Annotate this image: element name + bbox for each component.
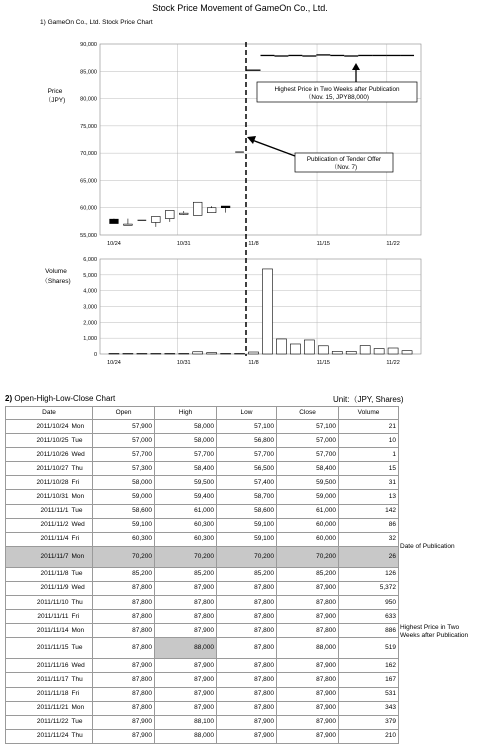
- cell-high: 87,900: [155, 701, 217, 715]
- cell-volume: 31: [339, 476, 399, 490]
- cell-day: Tue: [71, 567, 93, 581]
- table-row: [6, 659, 399, 673]
- highest-price-note-2: Weeks after Publication: [400, 632, 469, 639]
- cell-low: 87,800: [217, 581, 277, 595]
- cell-high: 87,900: [155, 581, 217, 595]
- cell-close: 59,000: [277, 490, 339, 504]
- cell-day: Wed: [71, 659, 93, 673]
- cell-low: 87,800: [217, 673, 277, 687]
- cell-low: 87,900: [217, 729, 277, 743]
- cell-open: 87,800: [93, 624, 155, 638]
- volume-bar-10-25: [123, 354, 133, 355]
- cell-low: 59,100: [217, 532, 277, 546]
- highest-price-annotation: [257, 63, 417, 102]
- candle-11-4: [221, 206, 230, 213]
- volume-bar-11-1: [193, 352, 203, 354]
- table-row: [6, 715, 399, 729]
- column-header-date: Date: [6, 407, 93, 420]
- cell-open: 60,300: [93, 532, 155, 546]
- cell-volume: 13: [339, 490, 399, 504]
- cell-open: 87,800: [93, 610, 155, 624]
- cell-day: Tue: [71, 434, 93, 448]
- cell-low: 70,200: [217, 546, 277, 567]
- volume-ylabel-line1: Volume: [45, 268, 67, 275]
- cell-close: 87,900: [277, 659, 339, 673]
- table-row: [6, 490, 399, 504]
- table-row: [6, 673, 399, 687]
- table-row: [6, 581, 399, 595]
- cell-close: 85,200: [277, 567, 339, 581]
- highest-price-note-1: Highest Price in Two: [400, 624, 460, 631]
- cell-open: 85,200: [93, 567, 155, 581]
- cell-volume: 886: [339, 624, 399, 638]
- cell-low: 87,800: [217, 596, 277, 610]
- table-row: [6, 476, 399, 490]
- cell-open: 87,900: [93, 729, 155, 743]
- volume-bar-11-15: [318, 346, 328, 354]
- table-row: [6, 434, 399, 448]
- cell-date: 2011/11/1: [6, 504, 71, 518]
- cell-date: 2011/10/25: [6, 434, 71, 448]
- cell-volume: 950: [339, 596, 399, 610]
- volume-ylabel-line2: （Shares): [41, 278, 71, 285]
- price-xtick-label: 11/8: [248, 241, 259, 247]
- table-row: [6, 567, 399, 581]
- cell-high: 87,800: [155, 610, 217, 624]
- cell-volume: 633: [339, 610, 399, 624]
- cell-day: Wed: [71, 448, 93, 462]
- table-row: [6, 701, 399, 715]
- page-title: Stock Price Movement of GameOn Co., Ltd.: [152, 3, 328, 13]
- cell-volume: 21: [339, 420, 399, 434]
- cell-high: 87,800: [155, 596, 217, 610]
- cell-low: 87,800: [217, 638, 277, 659]
- candle-10-24: [110, 219, 119, 224]
- volume-xtick-label: 10/31: [176, 360, 191, 366]
- cell-date: 2011/11/9: [6, 581, 71, 595]
- highest-price-arrowhead: [352, 63, 360, 70]
- volume-bar-11-18: [360, 346, 370, 354]
- cell-date: 2011/11/11: [6, 610, 71, 624]
- volume-chart: [41, 257, 421, 366]
- volume-ytick-label: 2,000: [83, 320, 97, 327]
- cell-open: 57,900: [93, 420, 155, 434]
- volume-ytick-label: 3,000: [83, 304, 97, 311]
- volume-xtick-label: 11/22: [386, 360, 400, 366]
- cell-close: 87,800: [277, 673, 339, 687]
- highest-price-text-1: Highest Price in Two Weeks after Publication: [274, 86, 400, 93]
- cell-volume: 531: [339, 687, 399, 701]
- volume-bar-11-11: [290, 344, 300, 354]
- cell-day: Thu: [71, 729, 93, 743]
- cell-high: 57,700: [155, 448, 217, 462]
- volume-ytick-label: 6,000: [83, 257, 97, 263]
- volume-bar-11-8: [248, 352, 258, 354]
- cell-high: 87,900: [155, 659, 217, 673]
- cell-open: 87,900: [93, 715, 155, 729]
- column-header-close: Close: [277, 407, 339, 420]
- cell-date: 2011/11/14: [6, 624, 71, 638]
- table-row: [6, 624, 399, 638]
- table-header-row: [6, 407, 399, 420]
- cell-close: 88,000: [277, 638, 339, 659]
- cell-day: Thu: [71, 673, 93, 687]
- cell-volume: 379: [339, 715, 399, 729]
- cell-volume: 86: [339, 518, 399, 532]
- volume-bar-11-22: [388, 348, 398, 354]
- cell-close: 57,700: [277, 448, 339, 462]
- cell-open: 59,100: [93, 518, 155, 532]
- cell-date: 2011/10/28: [6, 476, 71, 490]
- volume-bar-10-26: [137, 354, 147, 355]
- volume-xtick-label: 11/8: [248, 360, 259, 366]
- cell-close: 60,000: [277, 532, 339, 546]
- cell-low: 58,700: [217, 490, 277, 504]
- table-row: [6, 729, 399, 743]
- cell-low: 58,600: [217, 504, 277, 518]
- candle-body: [193, 202, 202, 215]
- cell-high: 58,400: [155, 462, 217, 476]
- candle-10-27: [151, 216, 160, 226]
- table-row: [6, 504, 399, 518]
- unit-label: Unit:（JPY, Shares): [333, 395, 404, 404]
- cell-date: 2011/10/27: [6, 462, 71, 476]
- volume-bar-11-4: [221, 353, 231, 354]
- cell-volume: 1: [339, 448, 399, 462]
- cell-date: 2011/10/26: [6, 448, 71, 462]
- cell-date: 2011/11/8: [6, 567, 71, 581]
- table-row: [6, 448, 399, 462]
- cell-close: 59,500: [277, 476, 339, 490]
- volume-bar-11-24: [402, 351, 412, 354]
- price-chart: [45, 42, 421, 247]
- volume-bar-10-24: [109, 354, 119, 355]
- volume-bar-11-14: [304, 340, 314, 354]
- price-ytick-label: 90,000: [80, 42, 97, 48]
- cell-open: 58,000: [93, 476, 155, 490]
- cell-volume: 210: [339, 729, 399, 743]
- cell-day: Fri: [71, 610, 93, 624]
- cell-volume: 126: [339, 567, 399, 581]
- volume-xtick-label: 10/24: [107, 360, 121, 366]
- volume-bar-10-27: [151, 354, 161, 355]
- volume-bar-10-31: [179, 354, 189, 355]
- price-ytick-label: 70,000: [80, 151, 97, 158]
- candle-body: [151, 216, 160, 222]
- tender-offer-text-2: （Nov. 7): [330, 164, 358, 171]
- cell-volume: 142: [339, 504, 399, 518]
- cell-high: 87,900: [155, 687, 217, 701]
- candle-body: [207, 208, 216, 213]
- cell-volume: 32: [339, 532, 399, 546]
- cell-high: 87,900: [155, 624, 217, 638]
- cell-open: 87,900: [93, 659, 155, 673]
- cell-date: 2011/11/2: [6, 518, 71, 532]
- cell-open: 87,800: [93, 673, 155, 687]
- price-xtick-label: 11/22: [386, 241, 400, 247]
- price-ytick-label: 55,000: [80, 233, 97, 239]
- cell-date: 2011/10/24: [6, 420, 71, 434]
- cell-close: 87,800: [277, 596, 339, 610]
- candle-11-1: [193, 202, 202, 215]
- volume-bar-11-21: [374, 349, 384, 354]
- table-row: [6, 518, 399, 532]
- cell-low: 56,500: [217, 462, 277, 476]
- tender-offer-text-1: Publication of Tender Offer: [306, 156, 382, 163]
- cell-day: Thu: [71, 462, 93, 476]
- cell-volume: 343: [339, 701, 399, 715]
- cell-day: Mon: [71, 701, 93, 715]
- cell-day: Thu: [71, 596, 93, 610]
- cell-volume: 162: [339, 659, 399, 673]
- ohlc-table-title-text: Open-High-Low-Close Chart: [12, 394, 116, 403]
- volume-bar-11-2: [207, 353, 217, 354]
- cell-open: 87,800: [93, 687, 155, 701]
- cell-close: 70,200: [277, 546, 339, 567]
- cell-volume: 26: [339, 546, 399, 567]
- cell-low: 87,800: [217, 610, 277, 624]
- volume-ytick-label: 1,000: [83, 336, 97, 343]
- cell-close: 87,900: [277, 610, 339, 624]
- ohlc-table: [5, 406, 399, 744]
- cell-day: Fri: [71, 476, 93, 490]
- cell-high: 61,000: [155, 504, 217, 518]
- cell-open: 87,800: [93, 596, 155, 610]
- cell-day: Tue: [71, 504, 93, 518]
- cell-low: 57,400: [217, 476, 277, 490]
- price-ytick-label: 85,000: [80, 69, 97, 76]
- cell-high: 60,300: [155, 518, 217, 532]
- cell-high: 60,300: [155, 532, 217, 546]
- candle-body: [179, 213, 188, 214]
- cell-high: 70,200: [155, 546, 217, 567]
- cell-low: 87,800: [217, 701, 277, 715]
- tender-offer-arrowhead: [247, 136, 256, 144]
- table-row: [6, 687, 399, 701]
- cell-close: 87,800: [277, 624, 339, 638]
- cell-close: 57,100: [277, 420, 339, 434]
- cell-low: 85,200: [217, 567, 277, 581]
- cell-day: Fri: [71, 532, 93, 546]
- price-plot-frame: [100, 44, 421, 235]
- table-row: [6, 462, 399, 476]
- cell-day: Mon: [71, 624, 93, 638]
- cell-date: 2011/11/4: [6, 532, 71, 546]
- candle-body: [221, 206, 230, 208]
- tender-offer-arrow: [252, 140, 295, 156]
- candle-10-31: [179, 211, 188, 215]
- cell-high: 58,000: [155, 434, 217, 448]
- column-header-volume: Volume: [339, 407, 399, 420]
- cell-close: 60,000: [277, 518, 339, 532]
- cell-date: 2011/11/17: [6, 673, 71, 687]
- cell-close: 87,900: [277, 701, 339, 715]
- price-ytick-label: 80,000: [80, 96, 97, 103]
- cell-low: 87,900: [217, 715, 277, 729]
- cell-day: Tue: [71, 715, 93, 729]
- cell-low: 87,800: [217, 687, 277, 701]
- tender-offer-annotation: [247, 136, 393, 172]
- column-header-open: Open: [93, 407, 155, 420]
- cell-day: Mon: [71, 490, 93, 504]
- cell-low: 87,800: [217, 624, 277, 638]
- ohlc-table-number: 2): [5, 394, 13, 403]
- cell-high: 88,000: [155, 729, 217, 743]
- cell-close: 87,900: [277, 581, 339, 595]
- cell-low: 59,100: [217, 518, 277, 532]
- cell-open: 70,200: [93, 546, 155, 567]
- cell-high: 85,200: [155, 567, 217, 581]
- cell-date: 2011/11/15: [6, 638, 71, 659]
- cell-day: Tue: [71, 638, 93, 659]
- cell-day: Mon: [71, 420, 93, 434]
- cell-high: 59,500: [155, 476, 217, 490]
- cell-volume: 15: [339, 462, 399, 476]
- ohlc-table-title: [5, 394, 115, 403]
- cell-high: 88,100: [155, 715, 217, 729]
- volume-bar-11-9: [262, 269, 272, 354]
- cell-open: 59,000: [93, 490, 155, 504]
- candle-body: [124, 224, 133, 225]
- cell-close: 87,900: [277, 729, 339, 743]
- price-ytick-label: 65,000: [80, 178, 97, 185]
- cell-date: 2011/11/10: [6, 596, 71, 610]
- cell-low: 57,100: [217, 420, 277, 434]
- candle-11-2: [207, 206, 216, 213]
- cell-low: 56,800: [217, 434, 277, 448]
- cell-date: 2011/11/22: [6, 715, 71, 729]
- volume-bar-10-28: [165, 354, 175, 355]
- cell-volume: 167: [339, 673, 399, 687]
- price-xtick-label: 10/24: [107, 241, 121, 247]
- volume-bar-11-7: [235, 354, 245, 355]
- table-row: [6, 610, 399, 624]
- publication-note: Date of Publication: [400, 543, 455, 550]
- cell-day: Wed: [71, 581, 93, 595]
- table-row: [6, 596, 399, 610]
- cell-high: 87,900: [155, 673, 217, 687]
- cell-open: 57,700: [93, 448, 155, 462]
- cell-open: 87,800: [93, 581, 155, 595]
- cell-close: 58,400: [277, 462, 339, 476]
- cell-high: 58,000: [155, 420, 217, 434]
- cell-open: 57,300: [93, 462, 155, 476]
- cell-close: 57,000: [277, 434, 339, 448]
- table-row: [6, 638, 399, 659]
- cell-low: 57,700: [217, 448, 277, 462]
- cell-volume: 10: [339, 434, 399, 448]
- candle-10-25: [124, 219, 133, 226]
- cell-date: 2011/10/31: [6, 490, 71, 504]
- candle-body: [110, 219, 119, 223]
- cell-day: Fri: [71, 687, 93, 701]
- price-xtick-label: 10/31: [176, 241, 191, 247]
- table-row: [6, 546, 399, 567]
- price-xtick-label: 11/15: [316, 241, 330, 247]
- volume-ytick-label: 5,000: [83, 272, 97, 279]
- cell-volume: 5,372: [339, 581, 399, 595]
- column-header-low: Low: [217, 407, 277, 420]
- price-ytick-label: 75,000: [80, 123, 97, 130]
- volume-ytick-label: 0: [93, 352, 97, 358]
- column-header-high: High: [155, 407, 217, 420]
- cell-date: 2011/11/16: [6, 659, 71, 673]
- cell-close: 61,000: [277, 504, 339, 518]
- price-ylabel-line1: Price: [47, 88, 63, 95]
- cell-volume: 519: [339, 638, 399, 659]
- volume-ytick-label: 4,000: [83, 288, 97, 295]
- volume-bar-11-17: [346, 351, 356, 354]
- candle-body: [165, 210, 174, 218]
- price-ytick-label: 60,000: [80, 205, 97, 212]
- highest-price-text-2: （Nov. 15, JPY88,000): [305, 94, 369, 101]
- cell-date: 2011/11/24: [6, 729, 71, 743]
- cell-low: 87,800: [217, 659, 277, 673]
- cell-open: 87,800: [93, 638, 155, 659]
- cell-high: 59,400: [155, 490, 217, 504]
- cell-close: 87,900: [277, 687, 339, 701]
- price-ylabel-line2: （JPY): [44, 97, 66, 104]
- cell-date: 2011/11/21: [6, 701, 71, 715]
- cell-open: 57,000: [93, 434, 155, 448]
- candle-10-28: [165, 210, 174, 221]
- price-chart-title: 1) GameOn Co., Ltd. Stock Price Chart: [40, 19, 153, 26]
- table-row: [6, 532, 399, 546]
- cell-day: Mon: [71, 546, 93, 567]
- table-row: [6, 420, 399, 434]
- cell-date: 2011/11/18: [6, 687, 71, 701]
- cell-day: Wed: [71, 518, 93, 532]
- cell-close: 87,900: [277, 715, 339, 729]
- volume-xtick-label: 11/15: [316, 360, 330, 366]
- cell-high: 88,000: [155, 638, 217, 659]
- cell-open: 58,600: [93, 504, 155, 518]
- volume-bar-11-16: [332, 351, 342, 354]
- cell-open: 87,800: [93, 701, 155, 715]
- cell-date: 2011/11/7: [6, 546, 71, 567]
- volume-bar-11-10: [276, 339, 286, 354]
